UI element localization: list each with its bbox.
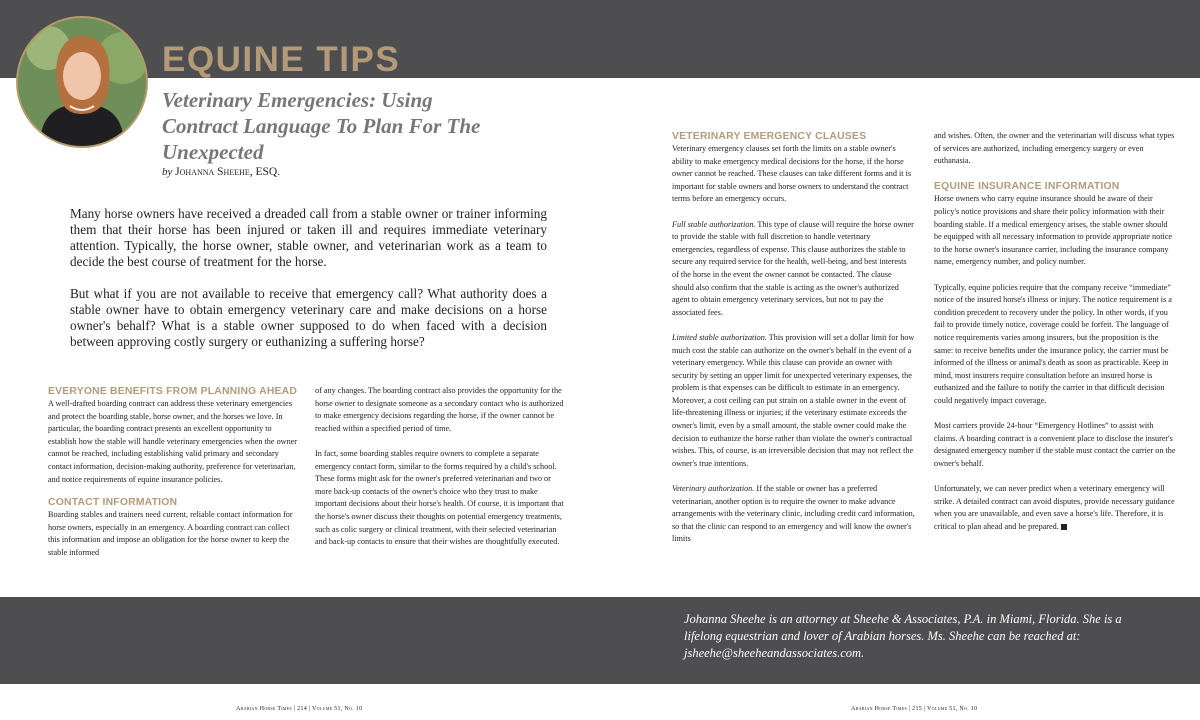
- author-name: Johanna Sheehe, ESQ.: [175, 166, 281, 178]
- body-paragraph: Full stable authorization. This type of clause will require the horse owner to provide the stable with full discretion to handle veterinary emergencies, regardless of expense. This clause authorizes the stable to secure any required service for the health, well-being, and best interests of the horse in the event the owner cannot be contacted. The clause should also confirm that the stable is acting as the owner's authorized agent to obtain emergency veterinary services, but not to pay the associated fees.: [672, 219, 914, 317]
- section-heading: EQUINE INSURANCE INFORMATION: [934, 181, 1120, 193]
- body-paragraph: Horse owners who carry equine insurance should be aware of their policy's notice provisions and share their policy information with their boarding stable. If a medical emergency arises, the stable owner should be equipped with all necessary information to provide appropriate notice to the horse owner's insurance carrier, including the insurance company name, emergency number, and policy number.: [934, 194, 1173, 267]
- column-4: [934, 130, 1177, 546]
- column-3: [672, 130, 915, 559]
- byline: [162, 166, 280, 178]
- folio-right: Arabian Horse Times | 215 | Volume 51, No. 10: [851, 706, 978, 712]
- column-2: [315, 385, 567, 561]
- body-paragraph: In fact, some boarding stables require owners to complete a separate emergency contact form, similar to the forms required by a child's school. These forms might ask for the owner's preferred veterinarian and two or more back-up contacts of the owner's choice who they trust to make important decisions about their horse's health. Of course, it is important that the horse's owner discuss their thoughts on potential emergency treatments, such as colic surgery or clinical treatment, with their selected veterinarian and back-up contacts to ensure that their wishes are thoughtfully executed.: [315, 448, 564, 547]
- portrait-photo-icon: [18, 18, 146, 146]
- column-1: [48, 385, 300, 570]
- body-paragraph: Unfortunately, we can never predict when a veterinary emergency will strike. A detailed contract can avoid disputes, provide necessary guidance when you are unavailable, and even save a horse's life. Therefore, it is critical to plan ahead and be prepared.: [934, 484, 1175, 531]
- clause-title: Limited stable authorization.: [672, 332, 767, 342]
- body-paragraph: Limited stable authorization. This provision will set a dollar limit for how much cost the stable can authorize on the owner's behalf in the event of a veterinary emergency. While this clause can provide an owner with security by setting an upper limit for unexpected veterinary expenses, the problem is that expenses can be difficult to estimate in an emergency. Moreover, a cost ceiling can put strain on a stable owner in the event of life-threatening illness or injuries; if the veterinary estimate exceeds the owner's limit, even by a small amount, the stable owner could make the decision to euthanize the horse rather than violate the owner's contractual wishes. This, of course, is an irreversible decision that may not reflect the owner's true intentions.: [672, 332, 915, 468]
- section-heading: CONTACT INFORMATION: [48, 497, 178, 509]
- section-heading: EVERYONE BENEFITS FROM PLANNING AHEAD: [48, 386, 298, 397]
- clause-title: Veterinary authorization.: [672, 484, 755, 494]
- body-paragraph: of any changes. The boarding contract also provides the opportunity for the horse owner to designate someone as a secondary contact who is authorized to make emergency decisions regarding the horse, if the owner cannot be reached within a specified period of time.: [315, 386, 564, 433]
- folio-left: Arabian Horse Times | 214 | Volume 51, No. 10: [236, 706, 363, 712]
- intro-paragraph: But what if you are not available to receive that emergency call? What authority does a stable owner have to obtain emergency veterinary care and make decisions on a horse owner's behalf? What is a stable owner supposed to do when faced with a decision between approving costly surgery or euthanizing a suffering horse?: [70, 286, 547, 349]
- body-paragraph: Veterinary emergency clauses set forth the limits on a stable owner's ability to make emergency medical decisions for the horse, if the horse owner cannot be reached. These clauses can take different forms and it is important for stable owners and horse owners to understand the contract terms before an emergency occurs.: [672, 144, 912, 204]
- section-title: EQUINE TIPS: [162, 40, 401, 79]
- byline-prefix: by: [162, 166, 173, 178]
- clause-title: Full stable authorization.: [672, 219, 756, 229]
- body-paragraph: Veterinary authorization. If the stable or owner has a preferred veterinarian, another option is to require the owner to make advance arrangements with the veterinary clinic, including credit card information, so that the clinic can respond to an emergency and will know the owner's limits: [672, 484, 915, 544]
- body-paragraph: and wishes. Often, the owner and the veterinarian will discuss what types of services are authorized, including emergency surgery or even euthanasia.: [934, 131, 1175, 166]
- author-photo: [16, 16, 148, 148]
- section-heading: VETERINARY EMERGENCY CLAUSES: [672, 131, 867, 142]
- intro-paragraph: Many horse owners have received a dreaded call from a stable owner or trainer informing them that their horse has been injured or taken ill and requires immediate veterinary attention. Typically, the horse owner, stable owner, and veterinarian work as a team to decide the best course of treatment for the horse.: [70, 206, 547, 269]
- article-subtitle: Veterinary Emergencies: Using Contract Language To Plan For The Unexpected: [162, 88, 481, 164]
- intro-text: [70, 206, 547, 366]
- body-paragraph: Typically, equine policies require that the company receive “immediate” notice of the insured horse's illness or injury. The notice requirement is a condition precedent to recovery under the policy. In other words, if you fail to provide timely notice, coverage could be forfeit. The language of notice requirements varies among insurers, but the proposition is the same: to receive benefits under the insurance policy, the carrier must be informed of the illness or animal's death as soon as practicable. Keep in mind, most insurers require consultation before an insured horse is euthanized and the failure to notify the carrier in that difficult decision could negatively impact coverage.: [934, 282, 1172, 405]
- body-paragraph: Boarding stables and trainers need current, reliable contact information for horse owners, especially in an emergency. A boarding contract can collect this information and impose an obligation for the horse owner to keep the stable informed: [48, 510, 293, 557]
- author-bio: Johanna Sheehe is an attorney at Sheehe & Associates, P.A. in Miami, Florida. She is a lifelong equestrian and lover of Arabian horses. Ms. Sheehe can be reached at: jsheehe@sheeheandassociates.com.: [684, 612, 1122, 660]
- end-mark-icon: [1061, 524, 1067, 530]
- body-paragraph: A well-drafted boarding contract can address these veterinary emergencies and protect the boarding stable, horse owner, and the horses we love. In particular, the boarding contract presents an excellent opportunity to establish how the stable will handle veterinary emergencies when the owner cannot be reached, including establishing valid primary and secondary contact information, decision-making authority, preference for veterinarian, and notice requirements of equine insurance policies.: [48, 399, 298, 484]
- body-paragraph: Most carriers provide 24-hour “Emergency Hotlines” to assist with claims. A boarding contract is a convenient place to disclose the insurer's designated emergency number if the stable must contact the carrier on the owner's behalf.: [934, 421, 1176, 468]
